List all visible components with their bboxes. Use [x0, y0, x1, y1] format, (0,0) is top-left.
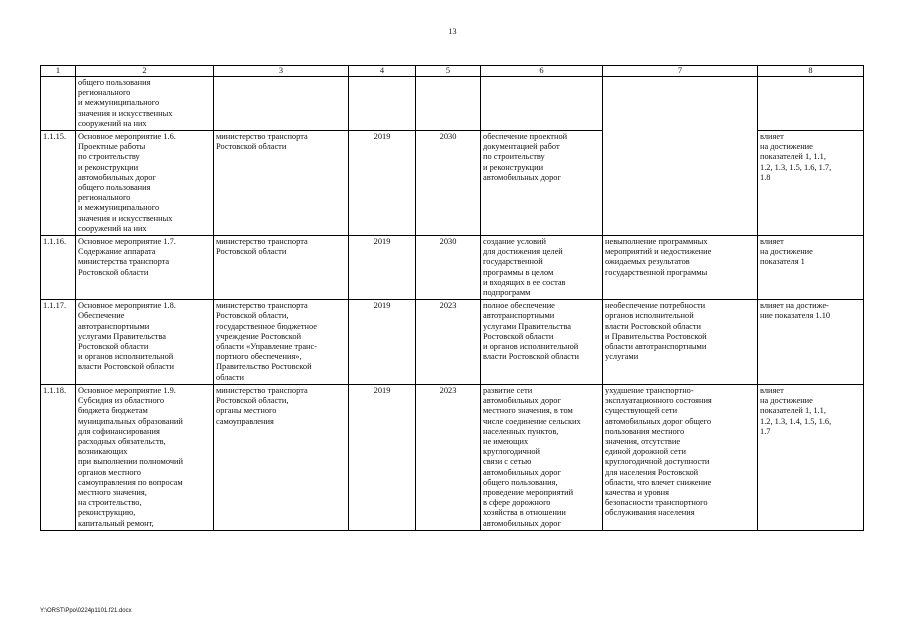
- expected-result: [481, 77, 603, 131]
- expected-result: развитие сети автомобильных дорог местного значения, в том числе соединение сельских населенных пунктов, не имеющих круглогодичной связи с сетью автомобильных дорог общего пользования, проведение мероприятий в сфере дорожного хозяйства в отношении автомобильных дорог: [481, 384, 603, 530]
- page-number: 13: [448, 27, 457, 36]
- table-row: [41, 300, 864, 385]
- measure-name: Основное мероприятие 1.8. Обеспечение автотранспортными услугами Правительства Ростовской области и органов исполнительной власти Ростовской области: [76, 300, 214, 385]
- end-year: 2023: [416, 384, 481, 530]
- row-number: [41, 77, 76, 131]
- indicator-link: влияет на достиже- ние показателя 1.10: [758, 300, 864, 385]
- start-year: 2019: [349, 131, 416, 236]
- indicator-link: влияет на достижение показателей 1, 1.1, 1.2, 1.3, 1.4, 1.5, 1.6, 1.7: [758, 384, 864, 530]
- column-header: 6: [481, 66, 603, 77]
- expected-result: полное обеспечение автотранспортными услугами Правительства Ростовской области и органов исполнительной власти Ростовской области: [481, 300, 603, 385]
- executor: министерство транспорта Ростовской области: [214, 236, 349, 300]
- consequences: необеспечение потребности органов исполнительной власти Ростовской области и Правительства Ростовской области автотранспортными услугами: [603, 300, 758, 385]
- indicator-link: влияет на достижение показателя 1: [758, 236, 864, 300]
- row-number: 1.1.16.: [41, 236, 76, 300]
- row-number: 1.1.18.: [41, 384, 76, 530]
- start-year: 2019: [349, 384, 416, 530]
- column-header: 7: [603, 66, 758, 77]
- consequences: ухудшение транспортно- эксплуатационного состояния существующей сети автомобильных дорог общего пользования местного значения, отсутствие единой дорожной сети круглогодичной доступности для населения Ростовской области, что влечет снижение качества и уровня безопасности транспортного обслуживания населения: [603, 384, 758, 530]
- executor: [214, 77, 349, 131]
- column-header: 1: [41, 66, 76, 77]
- table-row: [41, 77, 864, 131]
- column-header: 3: [214, 66, 349, 77]
- consequences: невыполнение программных мероприятий и недостижение ожидаемых результатов государственной программы: [603, 236, 758, 300]
- column-header: 4: [349, 66, 416, 77]
- end-year: 2030: [416, 131, 481, 236]
- column-header: 2: [76, 66, 214, 77]
- table-row: [41, 384, 864, 530]
- executor: министерство транспорта Ростовской области: [214, 131, 349, 236]
- measure-name: Основное мероприятие 1.9. Субсидия из областного бюджета бюджетам муниципальных образований для софинансирования расходных обязательств, возникающих при выполнении полномочий органов местного самоуправления по вопросам местного значения, на строительство, реконструкцию, капитальный ремонт,: [76, 384, 214, 530]
- column-header: 5: [416, 66, 481, 77]
- measure-name: общего пользования регионального и межмуниципального значения и искусственных сооружений на них: [76, 77, 214, 131]
- end-year: 2023: [416, 300, 481, 385]
- column-number-row: [41, 66, 864, 77]
- table-row: [41, 236, 864, 300]
- start-year: 2019: [349, 236, 416, 300]
- start-year: [349, 77, 416, 131]
- start-year: 2019: [349, 300, 416, 385]
- end-year: [416, 77, 481, 131]
- expected-result: обеспечение проектной документацией работ по строительству и реконструкции автомобильных дорог: [481, 131, 603, 236]
- column-header: 8: [758, 66, 864, 77]
- indicator-link: [758, 77, 864, 131]
- program-measures-table: [40, 65, 864, 531]
- executor: министерство транспорта Ростовской области, государственное бюджетное учреждение Ростовской области «Управление транс- портного обеспечения», Правительство Ростовской области: [214, 300, 349, 385]
- row-number: 1.1.15.: [41, 131, 76, 236]
- measure-name: Основное мероприятие 1.6. Проектные работы по строительству и реконструкции автомобильных дорог общего пользования регионального и межмуниципального значения и искусственных сооружений на них: [76, 131, 214, 236]
- consequences: [603, 77, 758, 236]
- row-number: 1.1.17.: [41, 300, 76, 385]
- document-file-path: Y:\ORST\Ppo\0224p1101.f21.docx: [40, 608, 132, 614]
- end-year: 2030: [416, 236, 481, 300]
- expected-result: создание условий для достижения целей государственной программы в целом и входящих в ее состав подпрограмм: [481, 236, 603, 300]
- indicator-link: влияет на достижение показателей 1, 1.1, 1.2, 1.3, 1.5, 1.6, 1.7, 1.8: [758, 131, 864, 236]
- measure-name: Основное мероприятие 1.7. Содержание аппарата министерства транспорта Ростовской области: [76, 236, 214, 300]
- executor: министерство транспорта Ростовской области, органы местного самоуправления: [214, 384, 349, 530]
